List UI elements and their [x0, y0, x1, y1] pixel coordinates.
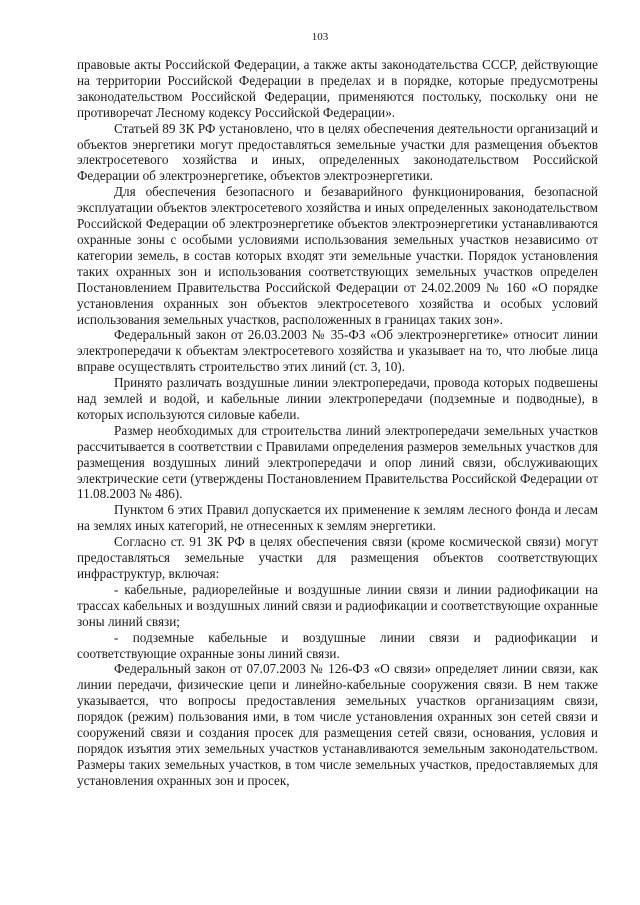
- paragraph-line-types: Принято различать воздушные линии электропередачи, провода которых подвешены над землей и водой, и кабельные линии электропередачи (подземные и подводные), в которых используются силовые кабели.: [77, 375, 598, 422]
- paragraph-federal-law-35: Федеральный закон от 26.03.2003 № 35-ФЗ «Об электроэнергетике» относит линии электропередачи к объектам электросетевого хозяйства и указывает на то, что любые лица вправе осуществлять строительство этих линий (ст. 3, 10).: [77, 327, 598, 375]
- paragraph-rule-6: Пунктом 6 этих Правил допускается их применение к землям лесного фонда и лесам на землях иных категорий, не отнесенных к землям энергетики.: [77, 502, 598, 534]
- paragraph-article-91: Согласно ст. 91 ЗК РФ в целях обеспечения связи (кроме космической связи) могут предоставляться земельные участки для размещения объектов соответствующих инфраструктур, включая:: [77, 534, 598, 581]
- paragraph-laws-ussr: правовые акты Российской Федерации, а также акты законодательства СССР, действующие на территории Российской Федерации в пределах и в порядке, которые предусмотрены законодательством Российской Федерации, применяются постольку, поскольку они не противоречат Лесному кодексу Российской Федерации».: [77, 57, 598, 120]
- list-item-underground-lines: - подземные кабельные и воздушные линии связи и радиофикации и соответствующие охранные зоны линий связи.: [77, 629, 598, 661]
- page-number: 103: [311, 31, 329, 43]
- paragraph-land-size-rules: Размер необходимых для строительства линий электропередачи земельных участков рассчитывается в соответствии с Правилами определения размеров земельных участков для размещения воздушных линий электропередачи и опор линий связи, обслуживающих электрические сети (утверждены Постановлением Правительства Российской Федерации от 11.08.2003 № 486).: [77, 422, 598, 502]
- paragraph-article-89: Статьей 89 ЗК РФ установлено, что в целях обеспечения деятельности организаций и объектов энергетики могут предоставляться земельные участки для размещения объектов электросетевого хозяйства и иных, определенных законодательством Российской Федерации об электроэнергетике, объектов электроэнергетики.: [77, 120, 598, 184]
- paragraph-protected-zones: Для обеспечения безопасного и безаварийного функционирования, безопасной эксплуатации объектов электросетевого хозяйства и иных определенных законодательством Российской Федерации об электроэнергетике объектов электроэнергетики устанавливаются охранные зоны с особыми условиями использования земельных участков независимо от категории земель, в состав которых входят эти земельные участки. Порядок установления таких охранных зон и использования соответствующих земельных участков определен Постановлением Правительства Российской Федерации от 24.02.2009 № 160 «О порядке установления охранных зон объектов электросетевого хозяйства и особых условий использования земельных участков, расположенных в границах таких зон».: [77, 184, 598, 327]
- paragraph-federal-law-126: Федеральный закон от 07.07.2003 № 126-ФЗ «О связи» определяет линии связи, как линии передачи, физические цепи и линейно-кабельные сооружения связи. В нем также указывается, что вопросы предоставления земельных участков организациям связи, порядок (режим) пользования ими, в том числе установления охранных зон сетей связи и сооружений связи и создания просек для размещения сетей связи, основания, условия и порядок изъятия этих земельных участков устанавливаются земельным законодательством. Размеры таких земельных участков, в том числе земельных участков, предоставляемых для установления охранных зон и просек,: [77, 661, 598, 788]
- document-body: [77, 57, 598, 789]
- list-item-cable-lines: - кабельные, радиорелейные и воздушные линии связи и линии радиофикации на трассах кабельных и воздушных линий связи и радиофикации и соответствующие охранные зоны линий связи;: [77, 581, 598, 629]
